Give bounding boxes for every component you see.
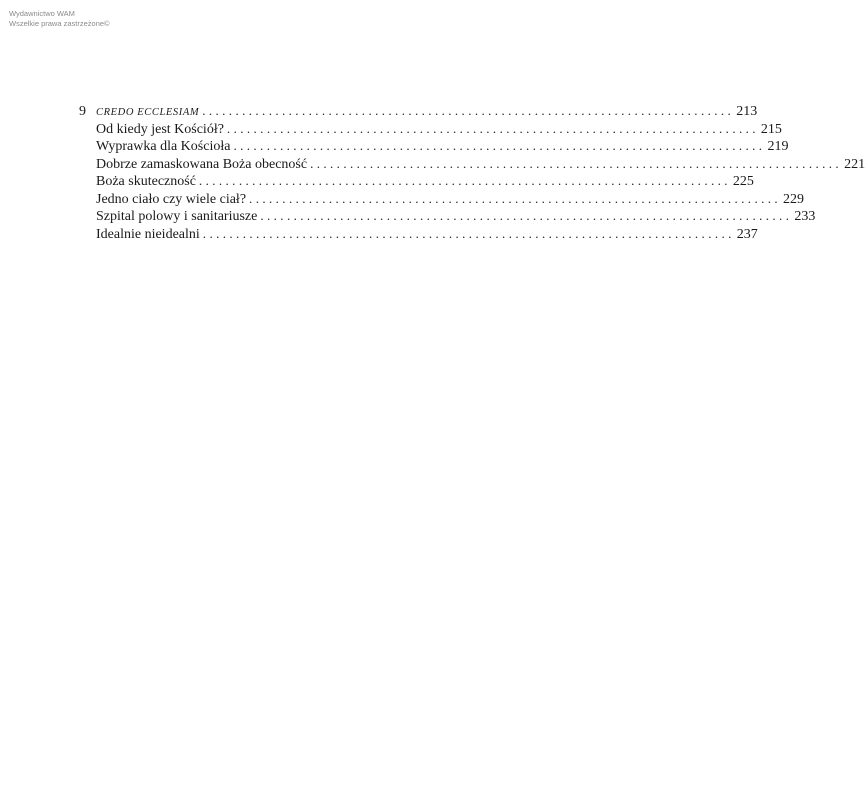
chapter-number: 9 [79, 104, 86, 119]
dot-leader: ................................................................................ [260, 208, 793, 223]
toc-entry-page: 237 [736, 226, 758, 242]
toc-entry-title: Od kiedy jest Kościół? [96, 121, 224, 137]
dot-leader: ................................................................................ [233, 138, 766, 153]
publisher-watermark [9, 9, 110, 28]
toc-entry-title: Boża skuteczność [96, 174, 196, 189]
toc-entry-page: 233 [794, 209, 816, 224]
toc-chapter-row [79, 103, 758, 121]
dot-leader: ................................................................................ [226, 120, 759, 136]
toc-entry [79, 225, 758, 244]
chapter-page-number: 213 [736, 104, 758, 119]
toc-entry-title: Wyprawka dla Kościoła [96, 139, 231, 154]
toc-entry-title: Jedno ciało czy wiele ciał? [96, 191, 247, 207]
toc-entry-page: 225 [732, 174, 754, 189]
table-of-contents [79, 103, 865, 243]
toc-entry [79, 190, 805, 209]
chapter-title: CREDO ECCLESIAM [96, 107, 200, 118]
watermark-copyright: Wszelkie prawa zastrzeżone© [9, 18, 110, 28]
toc-entry [79, 120, 782, 139]
dot-leader: ................................................................................ [202, 225, 735, 241]
toc-entry-title: Szpital polowy i sanitariusze [96, 209, 258, 224]
toc-entry [79, 173, 754, 191]
dot-leader: ................................................................................ [202, 103, 735, 118]
toc-entry [79, 138, 789, 156]
dot-leader: ................................................................................ [310, 155, 843, 171]
toc-entry [79, 208, 816, 226]
watermark-publisher-name: Wydawnictwo WAM [9, 9, 75, 18]
toc-entry-page: 221 [844, 156, 865, 172]
toc-entry-page: 215 [760, 121, 782, 137]
toc-entry-page: 219 [767, 139, 789, 154]
toc-entry-page: 229 [783, 191, 805, 207]
toc-entry-title: Idealnie nieidealni [96, 226, 200, 242]
dot-leader: ................................................................................ [249, 190, 782, 206]
toc-entry [79, 155, 865, 174]
toc-entry-title: Dobrze zamaskowana Boża obecność [96, 156, 308, 172]
dot-leader: ................................................................................ [198, 173, 731, 188]
